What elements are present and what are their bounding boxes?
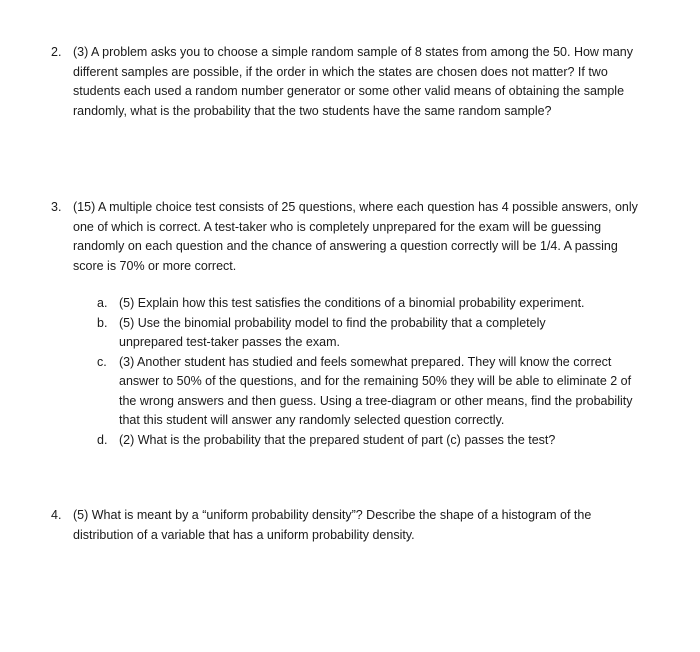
question-4 [51, 506, 651, 545]
part-text: (5) Use the binomial probability model to find the probability that a completely unprepared test-taker passes the exam. [119, 315, 546, 349]
question-text: (15) A multiple choice test consists of 25 questions, where each question has 4 possible answers, only one of which is correct. A test-taker who is completely unprepared for the exam will be guessing randomly on each question and the chance of answering a question correctly will be 1/4. A passing score is 70% or more correct. [73, 200, 638, 273]
part-letter: b. [97, 315, 108, 330]
question-text: (5) What is meant by a “uniform probability density”? Describe the shape of a histogram of the distribution of a variable that has a uniform probability density. [73, 508, 592, 542]
question-number: 3. [51, 200, 62, 214]
question-2 [51, 43, 651, 121]
question-text: (3) A problem asks you to choose a simple random sample of 8 states from among the 50. How many different samples are possible, if the order in which the states are chosen does not matter? If two students each used a random number generator or some other valid means of obtaining the sample randomly, what is the probability that the two students have the same random sample? [73, 45, 633, 118]
part-letter: a. [97, 296, 108, 310]
question-3 [51, 198, 651, 276]
part-text: (3) Another student has studied and feels somewhat prepared. They will know the correct answer to 50% of the questions, and for the remaining 50% they will be able to eliminate 2 of the wrong answers and then guess. Using a tree-diagram or other means, find the probability that this student will answer any randomly selected question correctly. [119, 354, 633, 427]
part-c [97, 353, 657, 431]
part-text: (5) Explain how this test satisfies the conditions of a binomial probability experiment. [119, 296, 585, 310]
part-d [97, 431, 657, 451]
question-3-parts [97, 294, 657, 450]
question-number: 4. [51, 508, 62, 522]
part-letter: c. [97, 354, 107, 369]
question-number: 2. [51, 45, 62, 59]
part-text: (2) What is the probability that the prepared student of part (c) passes the test? [119, 432, 556, 447]
part-letter: d. [97, 432, 108, 447]
part-a [97, 294, 657, 314]
part-b [97, 314, 657, 353]
